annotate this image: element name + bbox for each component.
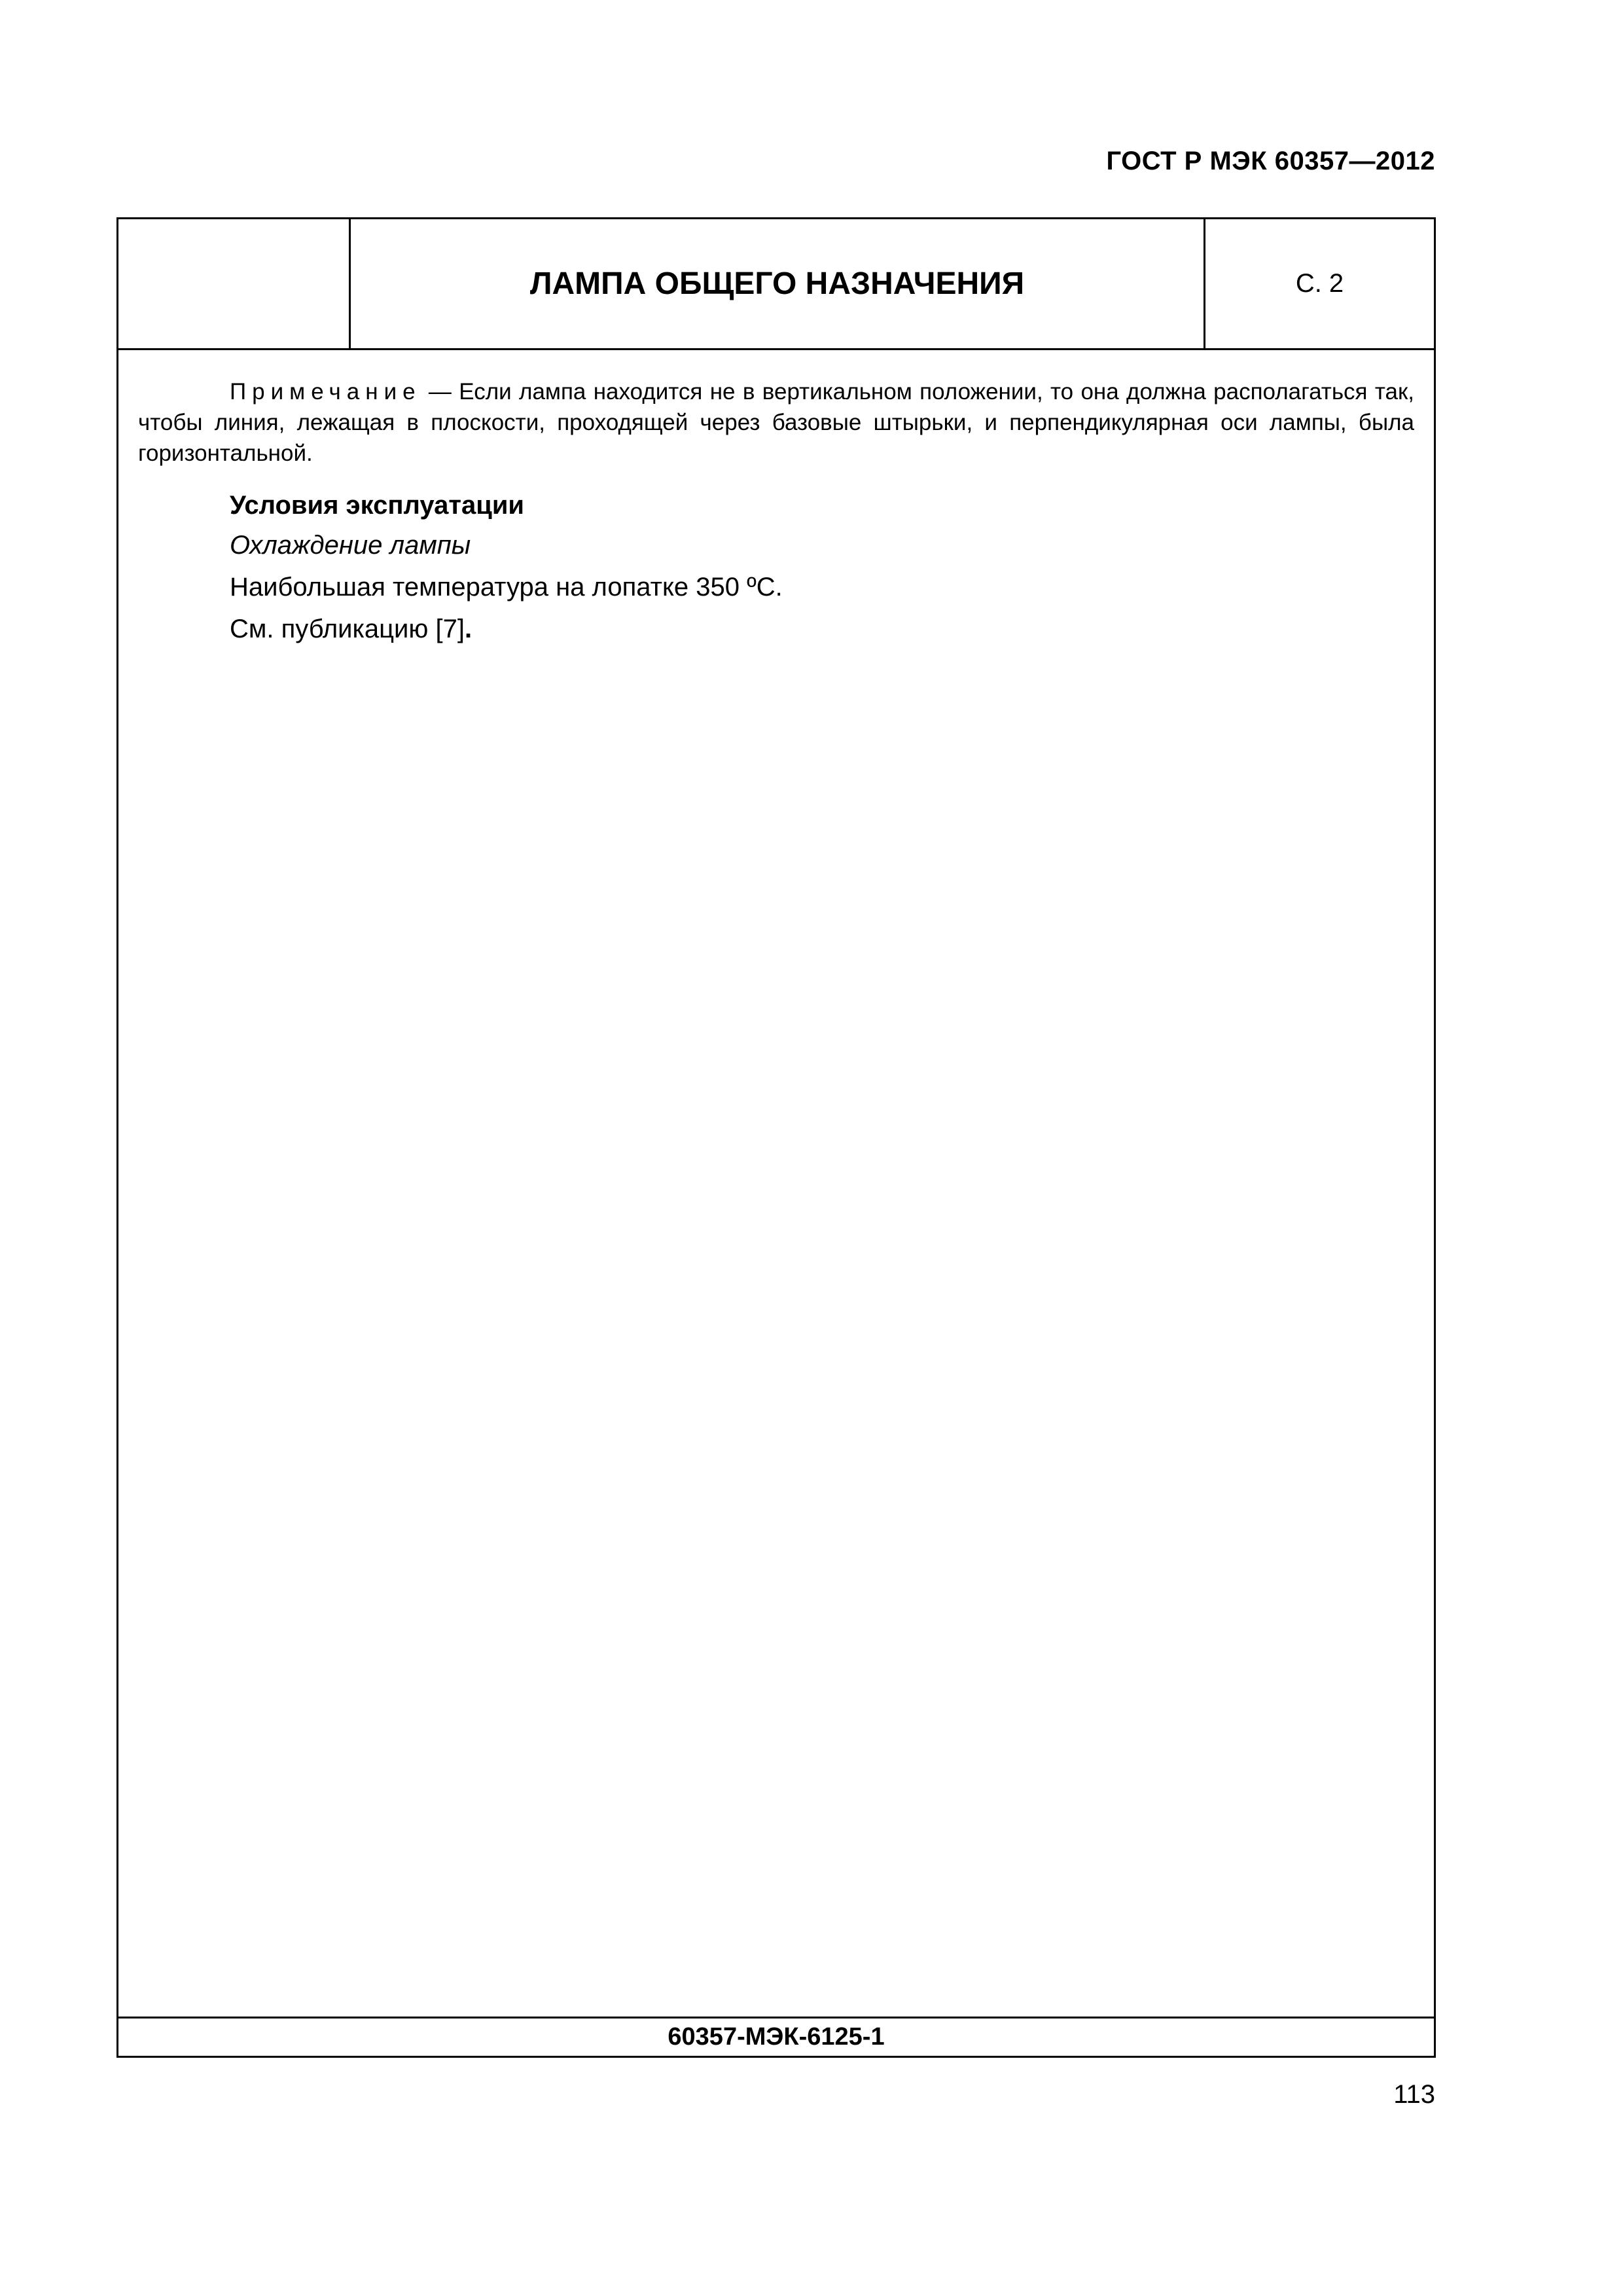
sheet-page-label: С. 2	[1295, 269, 1344, 298]
data-sheet-frame	[116, 217, 1436, 2058]
sheet-header-row	[118, 219, 1434, 350]
note-text: — Если лампа находится не в вертикальном положении, то она должна располагаться так, чтобы линия, лежащая в плоскости, проходящей через базовые штырьки, и перпендикулярная оси лампы, была горизонтальной.	[138, 379, 1414, 466]
header-empty-cell	[118, 219, 351, 348]
sheet-title: ЛАМПА ОБЩЕГО НАЗНАЧЕНИЯ	[351, 219, 1205, 348]
publication-reference-text: См. публикацию [7]	[230, 615, 465, 643]
document-standard-number: ГОСТ Р МЭК 60357—2012	[1106, 147, 1435, 175]
page-number: 113	[1393, 2080, 1435, 2109]
subsection-title: Охлаждение лампы	[230, 531, 471, 560]
section-title: Условия эксплуатации	[230, 491, 524, 520]
max-temperature-line: Наибольшая температура на лопатке 350 ºС.	[230, 573, 783, 601]
note-lead: Примечание	[230, 379, 421, 404]
publication-reference-period: .	[464, 615, 473, 643]
publication-reference-line	[138, 613, 1414, 645]
note-paragraph	[138, 376, 1414, 469]
sheet-content	[118, 350, 1434, 645]
sheet-code: 60357-МЭК-6125-1	[118, 2017, 1434, 2056]
